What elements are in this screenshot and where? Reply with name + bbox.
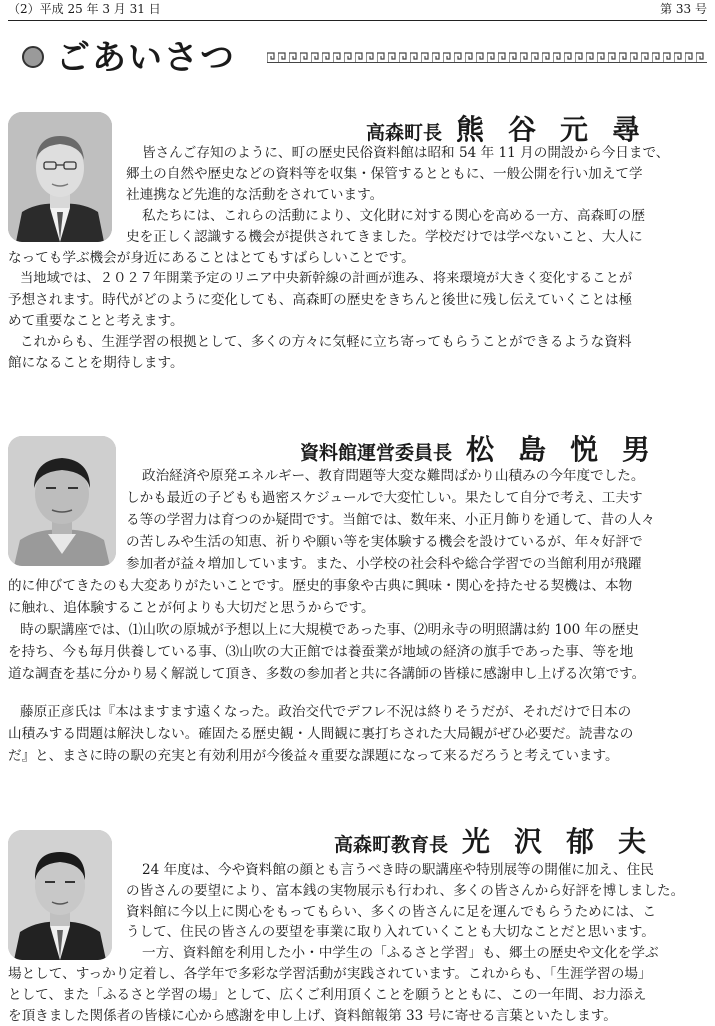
body-line: の皆さんの要望により、富本銭の実物展示も行われ、多くの皆さんから好評を博しました。	[126, 882, 685, 899]
body-line: 予想されます。時代がどのように変化しても、高森町の歴史をきちんと後世に残し伝えていくことは極	[8, 292, 633, 308]
speaker-name: 光沢郁夫	[462, 825, 671, 858]
body-line: 社連携など先進的な活動をされています。	[126, 187, 384, 203]
body-line: しかも最近の子どもも過密スケジュールで大変忙しい。果たして自分で考え、工夫す	[126, 490, 643, 506]
body-line: 24 年度は、今や資料館の顔とも言うべき時の駅講座や特別展等の開催に加え、住民	[142, 862, 654, 878]
body-line: に触れ、追体験することが何よりも大切だと思うからです。	[8, 600, 375, 616]
portrait-photo	[8, 436, 116, 566]
title-row	[22, 36, 702, 84]
body-line: 郷土の自然や歴史などの資料等を収集・保管するとともに、一般公開を行い加えて学	[126, 166, 643, 182]
body-line: 道な調査を基に分かり易く解説して頂き、多数の参加者と共に各講師の皆様に感謝申し上げる次第です。	[8, 666, 646, 682]
body-line: を持ち、今も毎月供養している事、⑶山吹の大正館では養蚕業が地域の経済の旗手であった事、等を地	[8, 644, 634, 660]
body-line: を頂きました関係者の皆様に心から感謝を申し上げ、資料館報第 33 号に寄せる言葉といたします。	[8, 1007, 617, 1024]
speaker-role: 高森町長	[366, 122, 443, 144]
speaker-name: 熊谷元尋	[456, 113, 665, 146]
body-line: 資料館に今以上に関心をもってもらい、多くの皆さんに足を運んでもらうためには、こ	[126, 903, 657, 920]
body-line: 館になることを期待します。	[8, 355, 184, 371]
speaker-name: 松島悦男	[466, 433, 675, 466]
page-title: ごあいさつ	[56, 38, 236, 78]
body-line: 場として、すっかり定着し、各学年で多彩な学習活動が実践されています。これからも、「生涯学習の場」	[8, 966, 652, 982]
speaker-heading	[334, 820, 670, 860]
body-line: 皆さんご存知のように、町の歴史民俗資料館は昭和 54 年 11 月の開設から今日まで、	[142, 145, 670, 161]
body-line: 政治経済や原発エネルギー、教育問題等大変な難問ばかり山積みの今年度でした。	[142, 468, 645, 484]
portrait-photo	[8, 112, 112, 242]
body-line: 山積みする問題は解決しない。確固たる歴史観・人間観に裏打ちされた大局観がぜひ必要だ。読書なの	[8, 726, 634, 742]
body-line: として、また「ふるさと学習の場」として、広くご利用頂くことを願うとともに、この一年間、お力添え	[8, 986, 647, 1003]
body-line: 一方、資料館を利用した小・中学生の「ふるさと学習」も、郷土の歴史や文化を学ぶ	[142, 945, 659, 962]
body-line: る等の学習力は育つのか疑問です。当館では、数年来、小正月飾りを通して、昔の人々	[126, 512, 655, 528]
speaker-role: 資料館運営委員長	[300, 442, 453, 464]
speaker-heading	[300, 428, 674, 468]
body-line: 私たちには、これらの活動により、文化財に対する関心を高める一方、高森町の歴	[142, 208, 645, 224]
speaker-role: 高森町教育長	[334, 834, 449, 856]
issue-number: 第 33 号	[660, 2, 707, 16]
portrait-photo	[8, 830, 112, 960]
decorative-border-icon	[267, 50, 707, 64]
body-line: めて重要なことと考えます。	[8, 313, 184, 329]
page-header	[8, 0, 707, 21]
body-line: これからも、生涯学習の根拠として、多くの方々に気軽に立ち寄ってもらうことができるような資料	[20, 334, 632, 350]
body-line: 時の駅講座では、⑴山吹の原城が予想以上に大規模であった事、⑵明永寺の明照講は約 100 年の歴史	[20, 622, 639, 638]
body-line: 当地域では、２０２７年開業予定のリニア中央新幹線の計画が進み、将来環境が大きく変化することが	[20, 271, 633, 286]
issue-date: （2）平成 25 年 3 月 31 日	[8, 2, 161, 16]
body-line: うして、住民の皆さんの要望を事業に取り入れていくことも大切なことだと思います。	[126, 924, 655, 941]
body-line: なっても学ぶ機会が身近にあることはとてもすばらしいことです。	[8, 250, 415, 266]
body-line: 参加者が益々増加しています。また、小学校の社会科や総合学習での当館利用が飛躍	[126, 556, 642, 572]
body-line: だ』と、まさに時の駅の充実と有効利用が今後益々重要な課題になって来るだろうと考えています。	[8, 748, 619, 764]
body-line: 史を正しく認識する機会が提供されてきました。学校だけでは学べないこと、大人に	[126, 229, 643, 245]
body-line: 的に伸びてきたのも大変ありがたいことです。歴史的事象や古典に興味・関心を持たせる契機は、本物	[8, 578, 633, 594]
body-line: 藤原正彦氏は『本はますます遠くなった。政治交代でデフレ不況は終りそうだが、それだけで日本の	[20, 704, 632, 720]
speaker-heading	[366, 108, 664, 148]
bullet-circle-icon	[22, 46, 44, 68]
body-line: の苦しみや生活の知恵、祈りや願い等を実体験する機会を設けているが、年々好評で	[126, 534, 643, 550]
